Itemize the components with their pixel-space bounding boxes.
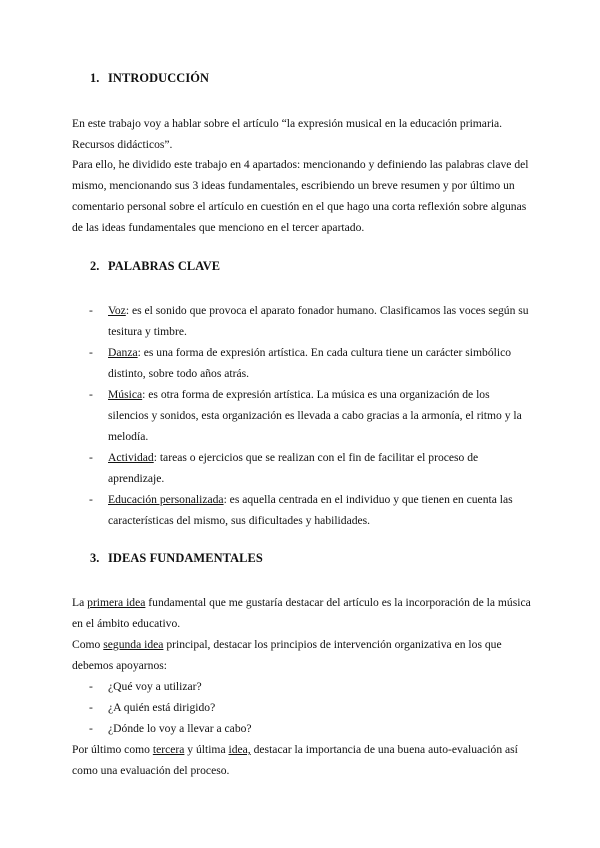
list-item <box>72 718 532 739</box>
underlined-text: idea, <box>228 743 251 756</box>
ideas-paragraph-2 <box>72 634 532 676</box>
list-item <box>72 447 532 489</box>
section-number: 2. <box>90 259 100 273</box>
list-item <box>72 676 532 697</box>
text-run: Por último como <box>72 743 153 756</box>
section-heading-introduccion <box>90 71 209 86</box>
ideas-paragraph-1 <box>72 592 532 634</box>
keyword-term: Educación personalizada <box>108 493 224 506</box>
underlined-text: tercera <box>152 743 185 756</box>
section-number: 1. <box>90 71 100 85</box>
text-run: y última <box>184 743 229 756</box>
section-heading-ideas-fundamentales <box>90 551 263 566</box>
dash-bullet: - <box>89 304 93 317</box>
dash-bullet: - <box>89 680 93 693</box>
list-item <box>72 697 532 718</box>
dash-bullet: - <box>89 451 93 464</box>
keyword-definition: : es otra forma de expresión artística. La música es una organización de los silencios y sonidos, esta organización es llevada a cabo gracias a la armonía, el ritmo y la melodía. <box>108 388 522 443</box>
section-heading-palabras-clave <box>90 259 220 274</box>
list-item <box>72 384 532 447</box>
text-run: La <box>72 596 88 609</box>
intro-paragraph-1: En este trabajo voy a hablar sobre el artículo “la expresión musical en la educación primaria. Recursos didácticos”. <box>72 117 503 151</box>
text-run: fundamental que me gustaría destacar del artículo es la incorporación de la música en el ámbito educativo. <box>72 596 531 630</box>
text-run: Como <box>72 638 104 651</box>
dash-bullet: - <box>89 493 93 506</box>
dash-bullet: - <box>89 701 93 714</box>
keyword-list <box>72 300 532 531</box>
list-item <box>72 489 532 531</box>
underlined-text: segunda idea <box>103 638 164 651</box>
text-run: principal, destacar los principios de intervención organizativa en los que debemos apoyarnos: <box>72 638 502 672</box>
dash-bullet: - <box>89 722 93 735</box>
section-title: INTRODUCCIÓN <box>108 71 210 85</box>
dash-bullet: - <box>89 388 93 401</box>
keyword-term: Actividad <box>108 451 154 464</box>
list-item <box>72 342 532 384</box>
keyword-definition: : tareas o ejercicios que se realizan con el fin de facilitar el proceso de aprendizaje. <box>108 451 479 485</box>
keyword-definition: : es el sonido que provoca el aparato fonador humano. Clasificamos las voces según su tesitura y timbre. <box>108 304 529 338</box>
underlined-text: primera idea <box>87 596 146 609</box>
keyword-definition: : es aquella centrada en el individuo y que tienen en cuenta las características del mismo, sus dificultades y habilidades. <box>108 493 513 527</box>
keyword-term: Música <box>108 388 143 401</box>
text-run: destacar la importancia de una buena auto-evaluación así como una evaluación del proceso. <box>72 743 518 777</box>
keyword-definition: : es una forma de expresión artística. En cada cultura tiene un carácter simbólico distinto, sobre todo años atrás. <box>108 346 512 380</box>
section-title: PALABRAS CLAVE <box>108 259 221 273</box>
intro-paragraph-2: Para ello, he dividido este trabajo en 4 apartados: mencionando y definiendo las palabras clave del mismo, mencionando sus 3 ideas fundamentales, escribiendo un breve resumen y por último un comentario personal sobre el artículo en cuestión en el que hago una corta reflexión sobre algunas de las ideas fundamentales que menciono en el tercer apartado. <box>72 158 529 234</box>
question-text: ¿Qué voy a utilizar? <box>108 680 202 693</box>
keyword-term: Danza <box>108 346 138 359</box>
keyword-term: Voz <box>108 304 126 317</box>
ideas-paragraph-3 <box>72 739 532 781</box>
dash-bullet: - <box>89 346 93 359</box>
section-number: 3. <box>90 551 100 565</box>
question-text: ¿Dónde lo voy a llevar a cabo? <box>108 722 252 735</box>
question-text: ¿A quién está dirigido? <box>108 701 216 714</box>
section-title: IDEAS FUNDAMENTALES <box>108 551 263 565</box>
list-item <box>72 300 532 342</box>
question-list <box>72 676 532 739</box>
